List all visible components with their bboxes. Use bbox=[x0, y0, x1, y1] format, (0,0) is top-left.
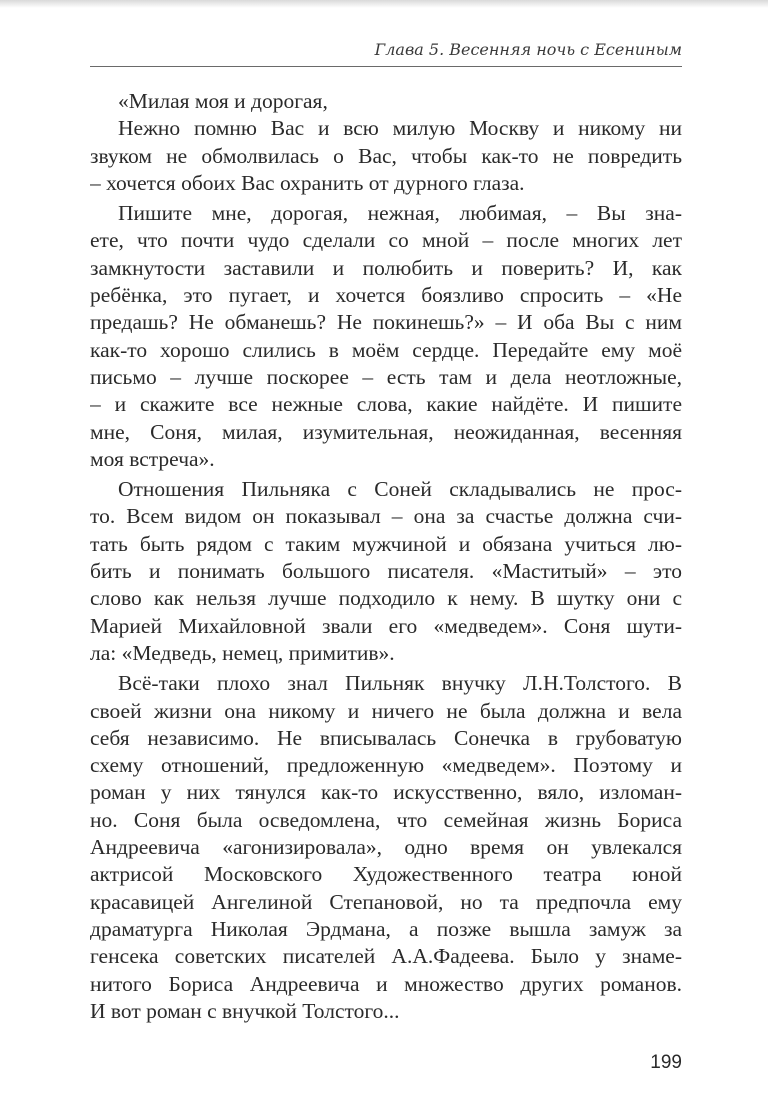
text-line: – и скажите все нежные слова, какие найдёте. И пишите bbox=[90, 392, 682, 417]
text-line: как-то хорошо слились в моём сердце. Передайте ему моё bbox=[90, 337, 682, 362]
text-line: Андреевича «агонизировала», одно время он увлекался bbox=[90, 835, 682, 860]
text-line: бить и понимать большого писателя. «Маститый» – это bbox=[90, 559, 682, 584]
paragraph bbox=[90, 200, 682, 473]
header-rule bbox=[90, 66, 682, 67]
text-line: моя встреча». bbox=[90, 446, 215, 471]
paragraph bbox=[90, 670, 682, 1025]
text-line: схему отношений, предложенную «медведем». Поэтому и bbox=[90, 753, 682, 778]
text-line: Марией Михайловной звали его «медведем». Соня шути- bbox=[90, 613, 682, 638]
text-line: ла: «Медведь, немец, примитив». bbox=[90, 640, 395, 665]
text-line: но. Соня была осведомлена, что семейная жизнь Бориса bbox=[90, 807, 682, 832]
text-line: красавицей Ангелиной Степановой, но та предпочла ему bbox=[90, 889, 682, 914]
text-line: то. Всем видом он показывал – она за счастье должна счи- bbox=[90, 504, 682, 529]
text-line: мне, Соня, милая, изумительная, неожиданная, весенняя bbox=[90, 419, 682, 444]
text-line: письмо – лучше поскорее – есть там и дела неотложные, bbox=[90, 364, 682, 389]
text-line: ребёнка, это пугает, и хочется боязливо спросить – «Не bbox=[90, 283, 682, 308]
text-line: нитого Бориса Андреевича и множество других романов. bbox=[90, 971, 682, 996]
paragraph bbox=[90, 476, 682, 667]
text-line: звуком не обмолвилась о Вас, чтобы как-то не повредить bbox=[90, 143, 682, 168]
text-line: Пишите мне, дорогая, нежная, любимая, – Вы зна- bbox=[118, 201, 682, 226]
text-line: – хочется обоих Вас охранить от дурного глаза. bbox=[90, 170, 525, 195]
text-line: себя независимо. Не вписывалась Сонечка в грубоватую bbox=[90, 725, 682, 750]
text-line: Отношения Пильняка с Соней складывались не прос- bbox=[118, 477, 682, 502]
page-number: 199 bbox=[650, 1052, 682, 1073]
text-line: тать быть рядом с таким мужчиной и обязана учиться лю- bbox=[90, 531, 682, 556]
body-text bbox=[90, 88, 682, 1025]
text-line: драматурга Николая Эрдмана, а позже вышла замуж за bbox=[90, 916, 682, 941]
text-line: актрисой Московского Художественного театра юной bbox=[90, 862, 682, 887]
text-line: предашь? Не обманешь? Не покинешь?» – И оба Вы с ним bbox=[90, 310, 682, 335]
page-top-edge bbox=[0, 0, 768, 8]
paragraph bbox=[90, 88, 682, 115]
text-line: И вот роман с внучкой Толстого... bbox=[90, 998, 400, 1023]
text-line: «Милая моя и дорогая, bbox=[118, 89, 328, 113]
text-line: роман у них тянулся как-то искусственно, вяло, изломан- bbox=[90, 780, 682, 805]
text-line: Всё-таки плохо знал Пильняк внучку Л.Н.Толстого. В bbox=[118, 671, 682, 696]
text-line: замкнутости заставили и полюбить и поверить? И, как bbox=[90, 255, 682, 280]
text-line: генсека советских писателей А.А.Фадеева. Было у знаме- bbox=[90, 944, 682, 969]
running-header: Глава 5. Весенняя ночь с Есениным bbox=[374, 40, 682, 59]
text-line: Нежно помню Вас и всю милую Москву и никому ни bbox=[118, 116, 682, 141]
text-line: слово как нельзя лучше подходило к нему. В шутку они с bbox=[90, 586, 682, 611]
text-line: ете, что почти чудо сделали со мной – после многих лет bbox=[90, 228, 682, 253]
paragraph bbox=[90, 115, 682, 197]
text-line: своей жизни она никому и ничего не была должна и вела bbox=[90, 698, 682, 723]
